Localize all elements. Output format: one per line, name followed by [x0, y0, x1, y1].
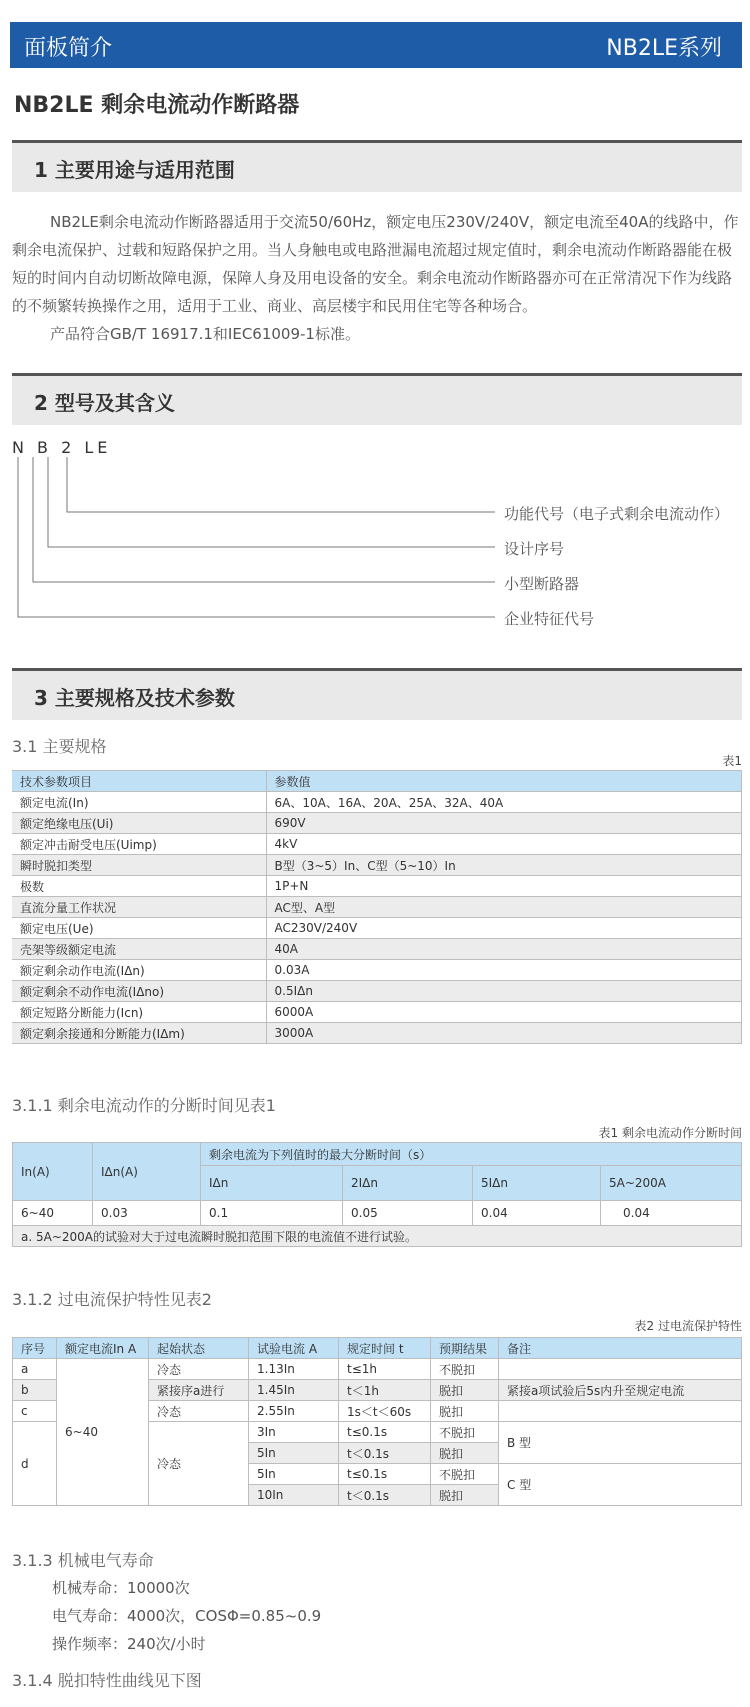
cell: 脱扣 — [431, 1485, 499, 1506]
cell: t＜0.1s — [339, 1443, 431, 1464]
model-label-design: 设计序号 — [504, 540, 565, 558]
table-row — [12, 1023, 742, 1044]
cell: B型（3~5）In、C型（5~10）In — [266, 855, 742, 876]
cell-note-b: B 型 — [499, 1422, 742, 1464]
cell: 1.45In — [249, 1380, 339, 1401]
header-in: In(A) — [13, 1143, 93, 1201]
cell: t≤0.1s — [339, 1422, 431, 1443]
cell: t≤0.1s — [339, 1464, 431, 1485]
section-3-header — [12, 668, 742, 720]
header-cell: 额定电流In A — [57, 1338, 149, 1359]
table-row — [12, 918, 742, 939]
cell: 不脱扣 — [431, 1359, 499, 1380]
cell: 0.05 — [343, 1201, 473, 1226]
section-2-title: 2 型号及其含义 — [34, 391, 175, 415]
cell: 0.03A — [266, 960, 742, 981]
cell: 直流分量工作状况 — [12, 897, 266, 918]
cell: 冷态 — [149, 1359, 249, 1380]
table-row — [12, 876, 742, 897]
cell: a — [13, 1359, 57, 1380]
cell: 脱扣 — [431, 1401, 499, 1422]
cell: 0.5IΔn — [266, 981, 742, 1002]
cell-d: d — [13, 1422, 57, 1506]
cell: 0.03 — [93, 1201, 201, 1226]
cell: 额定电流(In) — [12, 792, 266, 813]
cell: 5In — [249, 1443, 339, 1464]
cell: b — [13, 1380, 57, 1401]
model-label-enterprise: 企业特征代号 — [504, 610, 595, 628]
table-header-cell: 参数值 — [266, 771, 742, 792]
line-mcb — [33, 457, 495, 582]
header-group: 剩余电流为下列值时的最大分断时间（s） — [201, 1143, 742, 1166]
table1-caption: 表1 — [722, 754, 742, 768]
cell: 4kV — [266, 834, 742, 855]
model-label-mcb: 小型断路器 — [504, 575, 580, 593]
cell: 不脱扣 — [431, 1422, 499, 1443]
table-row — [12, 981, 742, 1002]
cell: AC型、A型 — [266, 897, 742, 918]
table-note-row — [13, 1226, 742, 1247]
header-right: NB2LE系列 — [606, 36, 722, 61]
cell: 额定剩余接通和分断能力(IΔm) — [12, 1023, 266, 1044]
life-electrical: 电气寿命：4000次，COSΦ=0.85~0.9 — [52, 1607, 322, 1625]
cell: 6~40 — [13, 1201, 93, 1226]
header-idn: IΔn(A) — [93, 1143, 201, 1201]
line-function-code — [67, 457, 495, 512]
header-left: 面板简介 — [24, 36, 113, 61]
section-1-title: 1 主要用途与适用范围 — [34, 158, 235, 182]
table-row — [12, 939, 742, 960]
table-header-row — [13, 1143, 742, 1166]
cell: 6000A — [266, 1002, 742, 1023]
cell: 0.04 — [601, 1201, 742, 1226]
header-cell: 备注 — [499, 1338, 742, 1359]
life-mechanical: 机械寿命：10000次 — [52, 1579, 190, 1597]
residual-current-table — [12, 1142, 742, 1247]
cell: 1P+N — [266, 876, 742, 897]
header-bar — [10, 22, 742, 68]
cell-rated-current: 6~40 — [57, 1359, 149, 1506]
cell: 5In — [249, 1464, 339, 1485]
life-frequency: 操作频率：240次/小时 — [52, 1635, 206, 1653]
table-header-cell: 技术参数项目 — [12, 771, 266, 792]
section-3-title: 3 主要规格及技术参数 — [34, 686, 235, 710]
subhead-3-1: 3.1 主要规格 — [12, 737, 107, 756]
subhead-3-1-3: 3.1.3 机械电气寿命 — [12, 1551, 154, 1570]
table-row — [12, 855, 742, 876]
cell: t≤1h — [339, 1359, 431, 1380]
model-label-function: 功能代号（电子式剩余电流动作） — [504, 505, 730, 523]
subhead-3-1-2: 3.1.2 过电流保护特性见表2 — [12, 1290, 212, 1309]
table-row — [13, 1359, 742, 1380]
table-row — [13, 1201, 742, 1226]
cell: 2.55In — [249, 1401, 339, 1422]
line-enterprise-code — [18, 457, 495, 617]
subhead-3-1-1: 3.1.1 剩余电流动作的分断时间见表1 — [12, 1096, 276, 1115]
cell-note-c: C 型 — [499, 1464, 742, 1506]
header-cell: 规定时间 t — [339, 1338, 431, 1359]
cell: c — [13, 1401, 57, 1422]
spec-table — [12, 770, 742, 1044]
header-col: 2IΔn — [343, 1166, 473, 1201]
cell: 紧接序a进行 — [149, 1380, 249, 1401]
cell: 0.04 — [473, 1201, 601, 1226]
header-col: IΔn — [201, 1166, 343, 1201]
cell: 脱扣 — [431, 1380, 499, 1401]
subhead-3-1-4: 3.1.4 脱扣特性曲线见下图 — [12, 1671, 202, 1690]
cell: 冷态 — [149, 1401, 249, 1422]
cell: 6A、10A、16A、20A、25A、32A、40A — [266, 792, 742, 813]
table-row — [12, 834, 742, 855]
cell: 40A — [266, 939, 742, 960]
cell — [499, 1401, 742, 1422]
cell: 0.1 — [201, 1201, 343, 1226]
table-row — [12, 897, 742, 918]
page-title: NB2LE 剩余电流动作断路器 — [14, 93, 300, 118]
cell: 瞬时脱扣类型 — [12, 855, 266, 876]
table-header-row — [12, 771, 742, 792]
table-row — [12, 813, 742, 834]
cell: 690V — [266, 813, 742, 834]
table2-caption: 表2 过电流保护特性 — [634, 1319, 742, 1333]
cell — [499, 1359, 742, 1380]
table-note: a. 5A~200A的试验对大于过电流瞬时脱扣范围下限的电流值不进行试验。 — [13, 1226, 742, 1247]
cell: 额定短路分断能力(Icn) — [12, 1002, 266, 1023]
cell: t＜1h — [339, 1380, 431, 1401]
cell: 额定剩余不动作电流(IΔno) — [12, 981, 266, 1002]
cell: 紧接a项试验后5s内升至规定电流 — [499, 1380, 742, 1401]
cell: 壳架等级额定电流 — [12, 939, 266, 960]
cell: AC230V/240V — [266, 918, 742, 939]
cell: 额定绝缘电压(Ui) — [12, 813, 266, 834]
header-col: 5A~200A — [601, 1166, 742, 1201]
cell: 1s＜t＜60s — [339, 1401, 431, 1422]
section-1-paragraph: NB2LE剩余电流动作断路器适用于交流50/60Hz，额定电压230V/240V，额定电流至40A的线路中，作剩余电流保护、过载和短路保护之用。当人身触电或电路泄漏电流超过规定值时，剩余电流动作断路器能在极短的时间内自动切断故障电源，保障人身及用电设备的安全。剩余电流动作断路器亦可在正常清况下作为线路的不频繁转换操作之用，适用于工业、商业、高层楼宇和民用住宅等各种场合。 — [12, 213, 739, 315]
cell: 脱扣 — [431, 1443, 499, 1464]
section-2-header — [12, 373, 742, 425]
section-1-text — [12, 208, 742, 348]
table-rc-caption: 表1 剩余电流动作分断时间 — [598, 1126, 742, 1140]
cell: 额定冲击耐受电压(Uimp) — [12, 834, 266, 855]
table-row — [12, 1002, 742, 1023]
header-col: 5IΔn — [473, 1166, 601, 1201]
header-cell: 预期结果 — [431, 1338, 499, 1359]
header-cell: 试验电流 A — [249, 1338, 339, 1359]
model-diagram-lines — [0, 455, 750, 635]
cell: 3000A — [266, 1023, 742, 1044]
table-row — [12, 960, 742, 981]
cell: 1.13In — [249, 1359, 339, 1380]
cell: 极数 — [12, 876, 266, 897]
cell: 不脱扣 — [431, 1464, 499, 1485]
cell: t＜0.1s — [339, 1485, 431, 1506]
section-1-standard: 产品符合GB/T 16917.1和IEC61009-1标准。 — [50, 325, 360, 343]
cell: 额定电压(Ue) — [12, 918, 266, 939]
section-1-header — [12, 140, 742, 192]
cell: 10In — [249, 1485, 339, 1506]
cell-d-state: 冷态 — [149, 1422, 249, 1506]
cell: 3In — [249, 1422, 339, 1443]
table-header-row — [13, 1338, 742, 1359]
model-code: N B 2 LE — [12, 438, 112, 457]
cell: 额定剩余动作电流(IΔn) — [12, 960, 266, 981]
table-row — [12, 792, 742, 813]
line-design-number — [48, 457, 495, 547]
header-cell: 序号 — [13, 1338, 57, 1359]
overcurrent-table — [12, 1337, 742, 1506]
header-cell: 起始状态 — [149, 1338, 249, 1359]
